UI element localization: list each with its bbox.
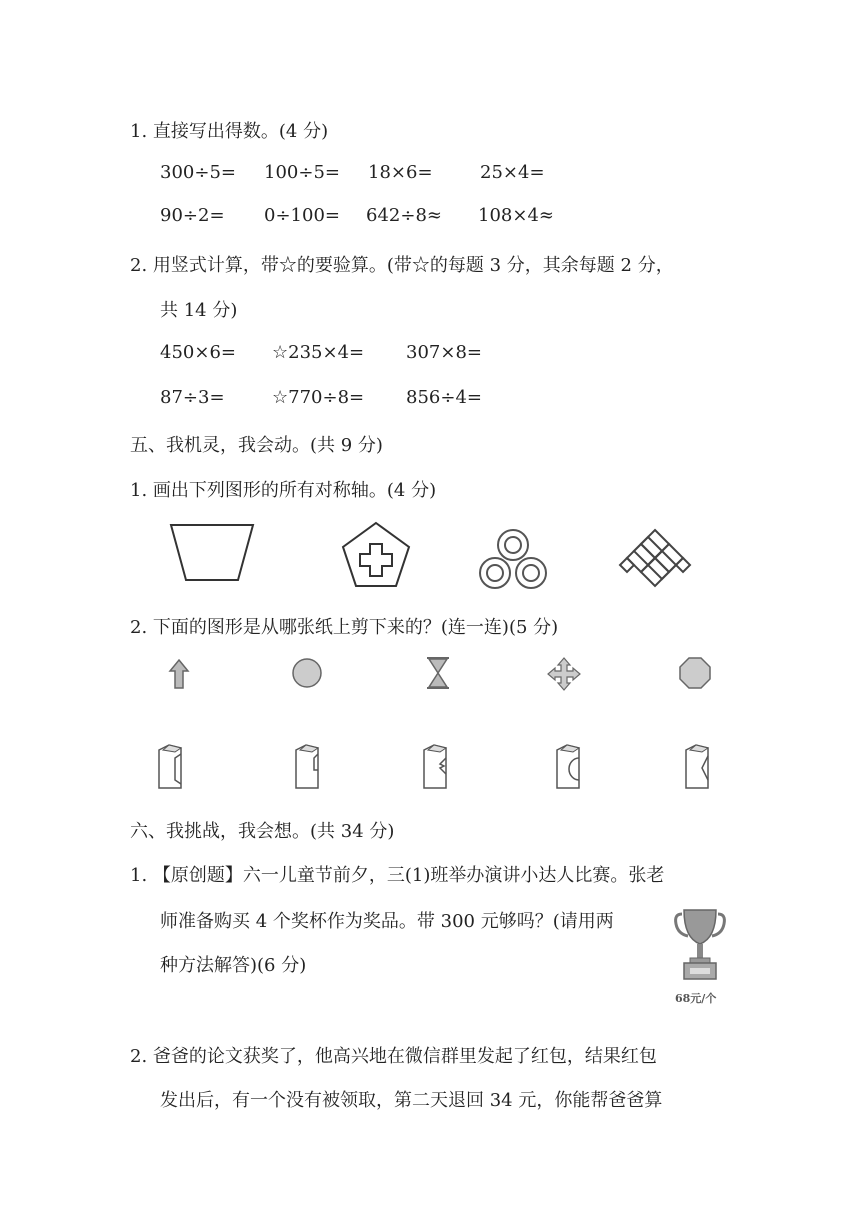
folded-paper-icon (682, 742, 714, 792)
section5-title: 五、我机灵，我会动。(共 9 分) (130, 435, 383, 456)
calc-item: 856÷4= (406, 387, 482, 408)
calc-item: ☆770÷8= (272, 387, 365, 408)
diamond-knot-icon (612, 528, 698, 588)
calc-item: 18×6= (368, 162, 433, 183)
trophy-price: 68元/个 (675, 992, 717, 1005)
folded-paper-icon (292, 742, 324, 792)
pentagon-cross-icon (340, 520, 412, 590)
four-arrows-icon (546, 656, 582, 692)
folded-paper-icon (553, 742, 585, 792)
calc-item: 642÷8≈ (366, 205, 442, 226)
calc-item: 108×4≈ (478, 205, 554, 226)
section6-q2-line1: 2. 爸爸的论文获奖了，他高兴地在微信群里发起了红包，结果红包 (130, 1046, 657, 1067)
hourglass-icon (425, 656, 451, 690)
arrow-icon (168, 658, 190, 690)
q1-title: 1. 直接写出得数。(4 分) (130, 121, 329, 142)
three-rings-icon (476, 527, 550, 591)
folded-paper-icon (155, 742, 187, 792)
section6-title: 六、我挑战，我会想。(共 34 分) (130, 821, 395, 842)
calc-item: 87÷3= (160, 387, 225, 408)
q2-title-cont: 共 14 分) (160, 300, 238, 321)
section5-q2: 2. 下面的图形是从哪张纸上剪下来的？(连一连)(5 分) (130, 617, 559, 638)
calc-item: 300÷5= (160, 162, 236, 183)
calc-item: 450×6= (160, 342, 236, 363)
calc-item: ☆235×4= (272, 342, 365, 363)
section6-q1-line2: 师准备购买 4 个奖杯作为奖品。带 300 元够吗？(请用两 (160, 911, 614, 932)
circle-icon (290, 656, 324, 690)
section6-q1-line1: 1. 【原创题】六一儿童节前夕，三(1)班举办演讲小达人比赛。张老 (130, 865, 665, 886)
section6-q2-line2: 发出后，有一个没有被领取，第二天退回 34 元，你能帮爸爸算 (160, 1090, 663, 1111)
calc-item: 100÷5= (264, 162, 340, 183)
trapezoid-icon (168, 522, 258, 584)
calc-item: 90÷2= (160, 205, 225, 226)
octagon-icon (678, 656, 712, 690)
section6-q1-line3: 种方法解答)(6 分) (160, 955, 307, 976)
trophy-icon (672, 906, 728, 984)
section5-q1: 1. 画出下列图形的所有对称轴。(4 分) (130, 480, 437, 501)
folded-paper-icon (420, 742, 452, 792)
calc-item: 25×4= (480, 162, 545, 183)
q2-title: 2. 用竖式计算，带☆的要验算。(带☆的每题 3 分，其余每题 2 分， (130, 255, 674, 276)
calc-item: 307×8= (406, 342, 482, 363)
calc-item: 0÷100= (264, 205, 340, 226)
